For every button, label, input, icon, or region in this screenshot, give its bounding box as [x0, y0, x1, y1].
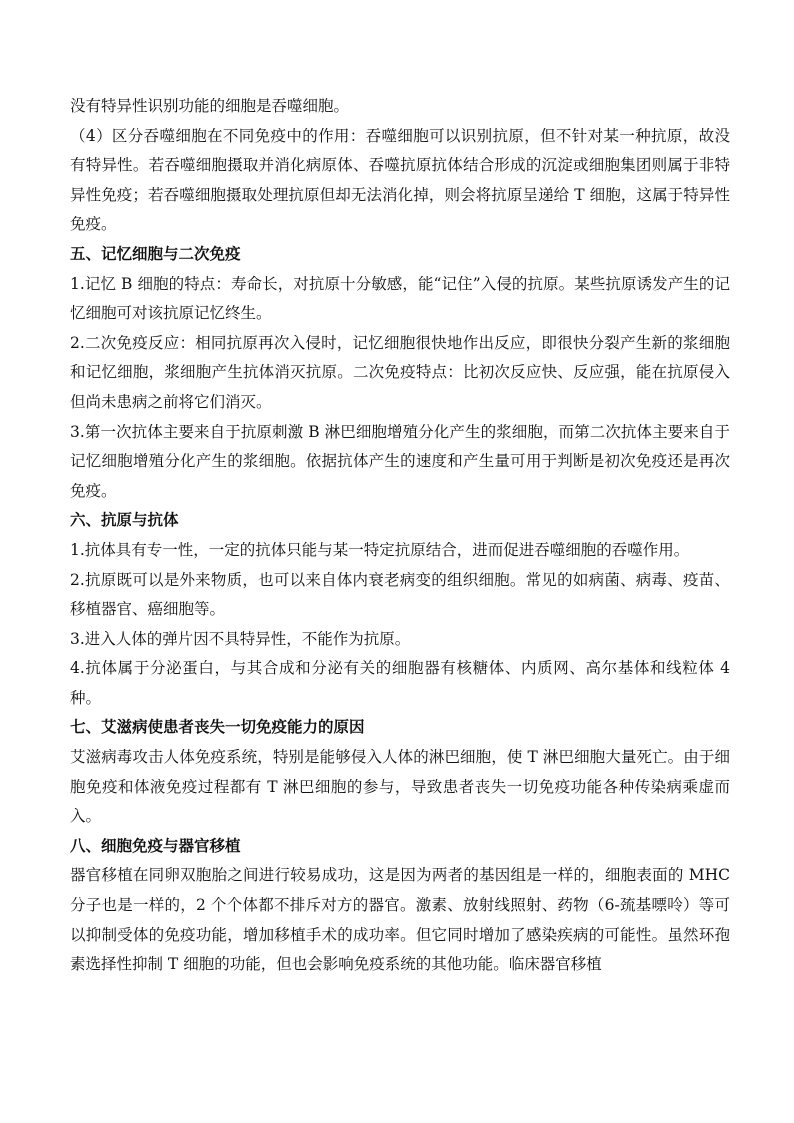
document-body	[70, 92, 730, 980]
paragraph: 1.抗体具有专一性，一定的抗体只能与某一特定抗原结合，进而促进吞噬细胞的吞噬作用。	[70, 540, 690, 559]
section-heading: 五、记忆细胞与二次免疫	[70, 244, 241, 263]
paragraph: 3.进入人体的弹片因不具特异性，不能作为抗原。	[70, 629, 411, 648]
paragraph: （4）区分吞噬细胞在不同免疫中的作用：吞噬细胞可以识别抗原，但不针对某一种抗原，故没有特异性。若吞噬细胞摄取并消化病原体、吞噬抗原抗体结合形成的沉淀或细胞集团则属于非特异性免疫；若吞噬细胞摄取处理抗原但却无法消化掉，则会将抗原呈递给 T 细胞，这属于特异性免疫。	[70, 126, 730, 234]
section-heading: 六、抗原与抗体	[70, 511, 179, 530]
paragraph: 3.第一次抗体主要来自于抗原刺激 B 淋巴细胞增殖分化产生的浆细胞，而第二次抗体主要来自于记忆细胞增殖分化产生的浆细胞。依据抗体产生的速度和产生量可用于判断是初次免疫还是再次免疫。	[70, 422, 730, 500]
paragraph: 4.抗体属于分泌蛋白，与其合成和分泌有关的细胞器有核糖体、内质网、高尔基体和线粒体 4 种。	[70, 659, 730, 707]
paragraph: 艾滋病毒攻击人体免疫系统，特别是能够侵入人体的淋巴细胞，使 T 淋巴细胞大量死亡。由于细胞免疫和体液免疫过程都有 T 淋巴细胞的参与，导致患者丧失一切免疫功能各种传染病乘虚而入。	[70, 748, 730, 826]
paragraph: 没有特异性识别功能的细胞是吞噬细胞。	[70, 97, 350, 115]
paragraph: 器官移植在同卵双胞胎之间进行较易成功，这是因为两者的基因组是一样的，细胞表面的 MHC 分子也是一样的，2 个个体都不排斥对方的器官。激素、放射线照射、药物（6-巯基嘌呤）等可以抑制受体的免疫功能，增加移植手术的成功率。但它同时增加了感染疾病的可能性。虽然环孢素选择性抑制 T 细胞的功能，但也会影响免疫系统的其他功能。临床器官移植	[70, 866, 730, 974]
paragraph: 2.二次免疫反应：相同抗原再次入侵时，记忆细胞很快地作出反应，即很快分裂产生新的浆细胞和记忆细胞，浆细胞产生抗体消灭抗原。二次免疫特点：比初次反应快、反应强，能在抗原侵入但尚未患病之前将它们消灭。	[70, 333, 730, 411]
paragraph: 2.抗原既可以是外来物质，也可以来自体内衰老病变的组织细胞。常见的如病菌、病毒、疫苗、移植器官、癌细胞等。	[70, 570, 730, 619]
section-heading: 七、艾滋病使患者丧失一切免疫能力的原因	[70, 718, 365, 737]
section-heading: 八、细胞免疫与器官移植	[70, 836, 241, 855]
paragraph: 1.记忆 B 细胞的特点：寿命长，对抗原十分敏感，能“记住”入侵的抗原。某些抗原诱发产生的记忆细胞可对该抗原记忆终生。	[70, 274, 730, 323]
